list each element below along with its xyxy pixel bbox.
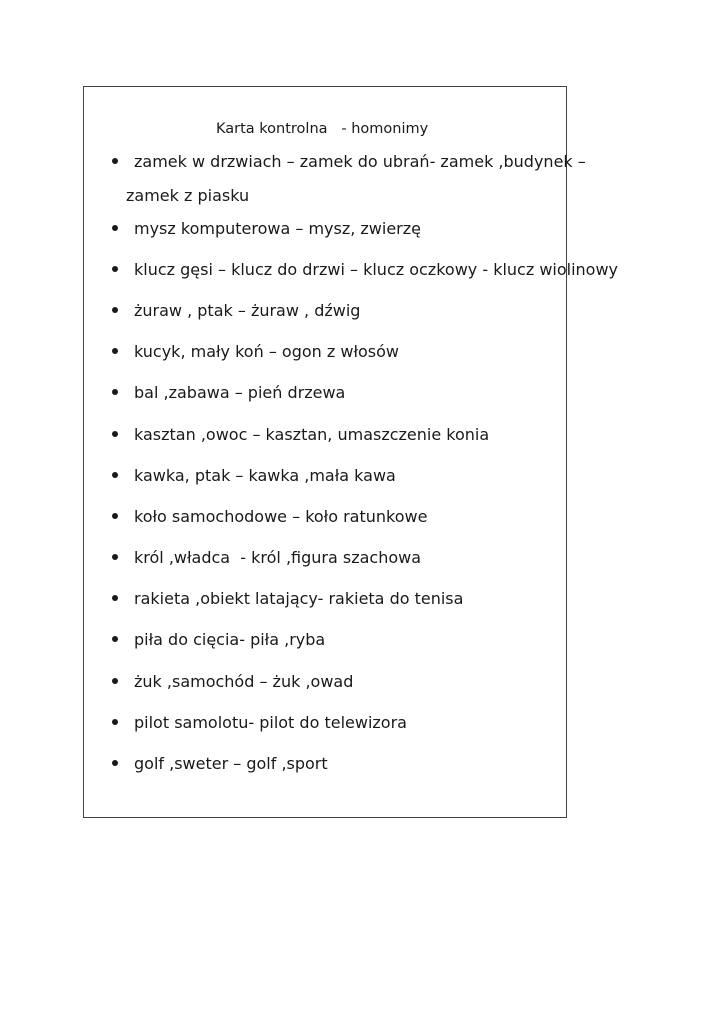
bullet-icon [112, 307, 118, 313]
list-item: golf ,sweter – golf ,sport [134, 754, 328, 773]
bullet-icon [112, 266, 118, 272]
bullet-icon [112, 389, 118, 395]
list-item: koło samochodowe – koło ratunkowe [134, 507, 428, 526]
list-item: kawka, ptak – kawka ,mała kawa [134, 466, 396, 485]
list-item: zamek w drzwiach – zamek do ubrań- zamek ,budynek – [134, 152, 586, 171]
card-title: Karta kontrolna - homonimy [216, 121, 429, 137]
list-item: kucyk, mały koń – ogon z włosów [134, 342, 399, 361]
bullet-icon [112, 636, 118, 642]
list-item: mysz komputerowa – mysz, zwierzę [134, 219, 421, 238]
bullet-icon [112, 678, 118, 684]
list-item: król ,władca - król ,figura szachowa [134, 548, 422, 567]
bullet-icon [112, 554, 118, 560]
list-item: żuraw , ptak – żuraw , dźwig [134, 301, 361, 320]
bullet-icon [112, 595, 118, 601]
list-item: kasztan ,owoc – kasztan, umaszczenie konia [134, 425, 490, 444]
bullet-icon [112, 760, 118, 766]
list-item: pilot samolotu- pilot do telewizora [134, 713, 407, 732]
bullet-icon [112, 158, 118, 164]
bullet-icon [112, 225, 118, 231]
list-item: klucz gęsi – klucz do drzwi – klucz oczkowy - klucz wiolinowy [134, 260, 619, 279]
bullet-icon [112, 472, 118, 478]
list-item: piła do cięcia- piła ,ryba [134, 630, 326, 649]
bullet-icon [112, 513, 118, 519]
bullet-icon [112, 348, 118, 354]
list-item: żuk ,samochód – żuk ,owad [134, 672, 354, 691]
list-item: bal ,zabawa – pień drzewa [134, 383, 346, 402]
bullet-icon [112, 719, 118, 725]
list-item: rakieta ,obiekt latający- rakieta do tenisa [134, 589, 464, 608]
list-item-continuation: zamek z piasku [126, 186, 250, 205]
bullet-icon [112, 431, 118, 437]
